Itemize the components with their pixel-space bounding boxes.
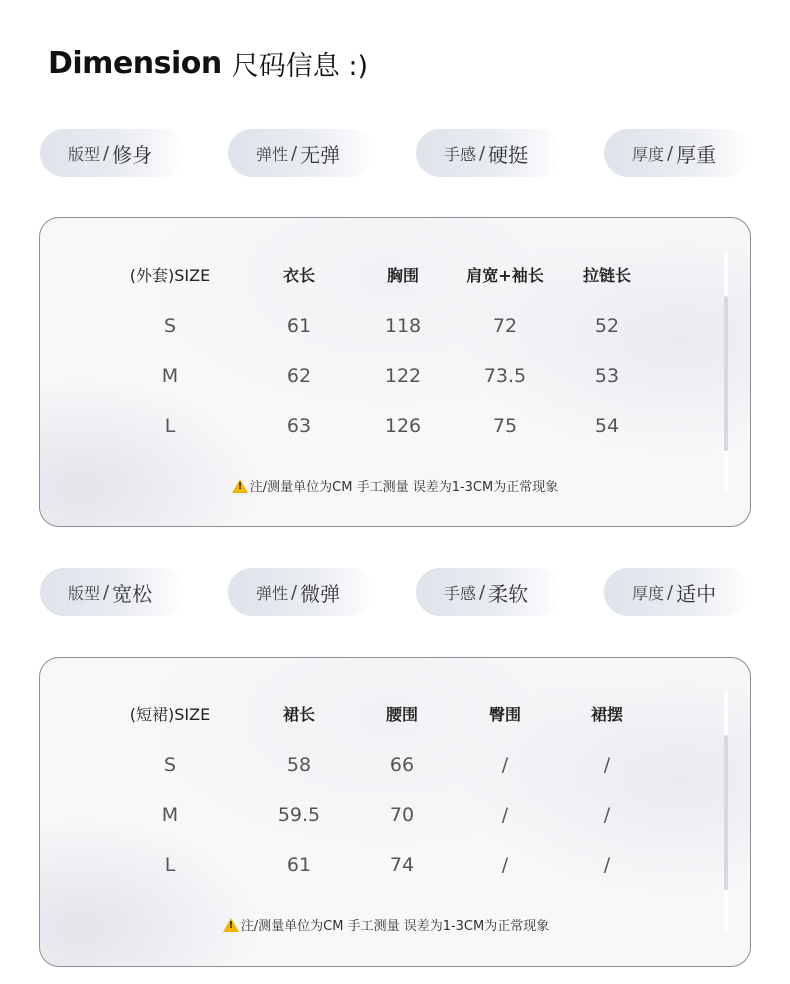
table-cell: 62 <box>286 365 312 387</box>
table-cell: 63 <box>286 415 312 437</box>
table-cell: / <box>603 804 611 826</box>
warning-icon <box>232 479 248 493</box>
attribute-pill-fit <box>40 568 186 616</box>
attribute-key: 版型 <box>68 144 101 164</box>
size-table-card-skirt <box>39 657 751 967</box>
table-cell: 118 <box>384 315 422 337</box>
attribute-separator: / <box>479 581 486 603</box>
table-cell: 74 <box>389 854 415 876</box>
title-english: Dimension <box>48 45 222 81</box>
table-cell: S <box>163 754 177 776</box>
attribute-pill-feel <box>416 129 562 177</box>
table-cell: 61 <box>286 315 312 337</box>
table-cell: / <box>603 754 611 776</box>
attribute-key: 厚度 <box>632 583 665 603</box>
attribute-value: 微弹 <box>300 581 341 606</box>
table-cell: 52 <box>594 315 620 337</box>
table-row <box>40 411 750 441</box>
attribute-separator: / <box>103 581 110 603</box>
table-row <box>40 311 750 341</box>
attribute-pill-thickness <box>604 129 750 177</box>
measurement-note-text: 注/测量单位为CM 手工测量 误差为1-3CM为正常现象 <box>240 919 550 934</box>
attribute-separator: / <box>103 142 110 164</box>
table-header-row <box>40 261 750 291</box>
table-header-cell: 衣长 <box>282 266 315 285</box>
attribute-key: 弹性 <box>256 144 289 164</box>
attribute-value: 无弹 <box>300 142 341 167</box>
measurement-note-text: 注/测量单位为CM 手工测量 误差为1-3CM为正常现象 <box>249 480 559 495</box>
size-table-card-jacket <box>39 217 751 527</box>
table-header-cell: 胸围 <box>386 266 419 285</box>
attribute-separator: / <box>291 142 298 164</box>
table-header-cell: 裙长 <box>282 705 315 724</box>
attribute-separator: / <box>291 581 298 603</box>
table-header-row <box>40 700 750 730</box>
scrollbar-thumb[interactable] <box>724 296 728 451</box>
table-cell: 59.5 <box>277 804 321 826</box>
table-cell: 122 <box>384 365 422 387</box>
scrollbar-track[interactable] <box>724 253 728 493</box>
attribute-pill-elasticity <box>228 129 374 177</box>
title-chinese: 尺码信息 :) <box>231 50 368 82</box>
table-cell: / <box>501 754 509 776</box>
attribute-separator: / <box>479 142 486 164</box>
table-row <box>40 361 750 391</box>
table-cell: 58 <box>286 754 312 776</box>
table-cell: 126 <box>384 415 422 437</box>
attribute-separator: / <box>667 142 674 164</box>
table-cell: 53 <box>594 365 620 387</box>
table-header-cell: 肩宽+袖长 <box>466 266 544 285</box>
attribute-pill-fit <box>40 129 186 177</box>
table-header-cell: 裙摆 <box>590 705 623 724</box>
attribute-value: 宽松 <box>112 581 153 606</box>
table-cell: 73.5 <box>483 365 527 387</box>
attribute-value: 修身 <box>112 142 153 167</box>
attribute-value: 柔软 <box>488 581 529 606</box>
attribute-key: 手感 <box>444 144 477 164</box>
attribute-separator: / <box>667 581 674 603</box>
table-header-cell: 臀围 <box>488 705 521 724</box>
table-cell: 54 <box>594 415 620 437</box>
table-cell: / <box>501 854 509 876</box>
measurement-note <box>40 476 750 495</box>
table-row <box>40 800 750 830</box>
attribute-pill-feel <box>416 568 562 616</box>
attribute-value: 适中 <box>676 581 717 606</box>
table-cell: 75 <box>492 415 518 437</box>
table-cell: M <box>161 804 179 826</box>
attribute-value: 硬挺 <box>488 142 529 167</box>
table-cell: L <box>164 415 176 437</box>
warning-icon <box>223 918 239 932</box>
table-cell: L <box>164 854 176 876</box>
table-cell: 70 <box>389 804 415 826</box>
attribute-value: 厚重 <box>676 142 717 167</box>
table-cell: S <box>163 315 177 337</box>
attribute-pill-elasticity <box>228 568 374 616</box>
table-row <box>40 750 750 780</box>
table-header-cell: 腰围 <box>385 705 418 724</box>
table-cell: / <box>603 854 611 876</box>
table-cell: 72 <box>492 315 518 337</box>
table-header-cell: 拉链长 <box>582 266 631 285</box>
attribute-key: 手感 <box>444 583 477 603</box>
attribute-key: 弹性 <box>256 583 289 603</box>
table-header-cell: (短裙)SIZE <box>129 705 211 724</box>
table-cell: / <box>501 804 509 826</box>
table-cell: 61 <box>286 854 312 876</box>
page-title <box>48 40 368 86</box>
table-row <box>40 850 750 880</box>
attribute-key: 厚度 <box>632 144 665 164</box>
table-cell: 66 <box>389 754 415 776</box>
scrollbar-track[interactable] <box>724 691 728 931</box>
scrollbar-thumb[interactable] <box>724 735 728 890</box>
attribute-pill-thickness <box>604 568 750 616</box>
measurement-note <box>40 915 750 934</box>
attribute-key: 版型 <box>68 583 101 603</box>
table-header-cell: (外套)SIZE <box>129 266 211 285</box>
table-cell: M <box>161 365 179 387</box>
